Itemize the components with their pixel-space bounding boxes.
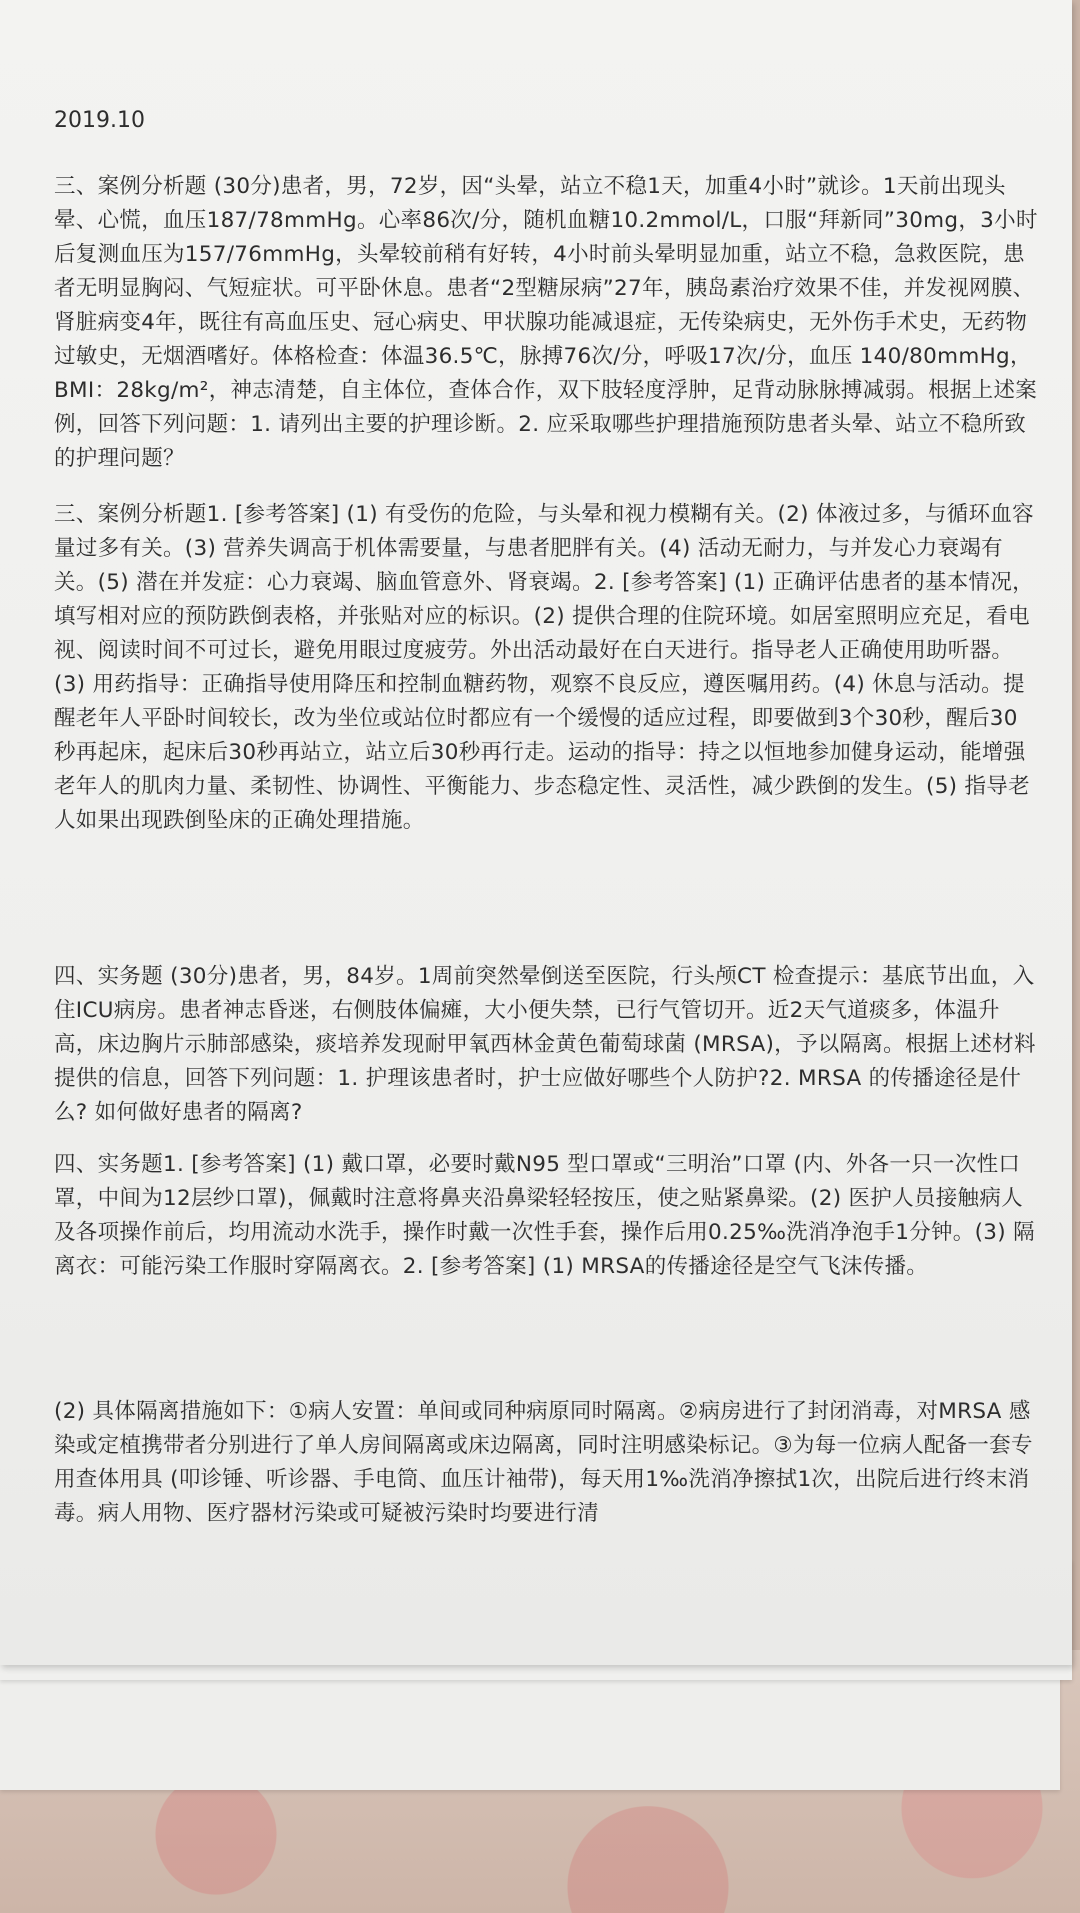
date-label: 2019.10 bbox=[54, 108, 145, 133]
answer-4-paragraph: 四、实务题1. [参考答案] (1) 戴口罩，必要时戴N95 型口罩或“三明治”口罩 (内、外各一只一次性口罩，中间为12层纱口罩)，佩戴时注意将鼻夹沿鼻梁轻轻按压，使之贴紧鼻梁。(2) 医护人员接触病人及各项操作前后，均用流动水洗手，操作时戴一次性手套，操作后用0.25‰洗消净泡手1分钟。(3) 隔离衣：可能污染工作服时穿隔离衣。2. [参考答案] (1) MRSA的传播途径是空气飞沫传播。 bbox=[54, 1152, 1035, 1279]
answer-3-paragraph: 三、案例分析题1. [参考答案] (1) 有受伤的危险，与头晕和视力模糊有关。(2) 体液过多，与循环血容量过多有关。(3) 营养失调高于机体需要量，与患者肥胖有关。(4) 活动无耐力，与并发心力衰竭有关。(5) 潜在并发症：心力衰竭、脑血管意外、肾衰竭。2. [参考答案] (1) 正确评估患者的基本情况，填写相对应的预防跌倒表格，并张贴对应的标识。(2) 提供合理的住院环境。如居室照明应充足，看电视、阅读时间不可过长，避免用眼过度疲劳。外出活动最好在白天进行。指导老人正确使用助听器。(3) 用药指导：正确指导使用降压和控制血糖药物，观察不良反应，遵医嘱用药。(4) 休息与活动。提醒老年人平卧时间较长，改为坐位或站位时都应有一个缓慢的适应过程，即要做到3个30秒，醒后30秒再起床，起床后30秒再站立，站立后30秒再行走。运动的指导：持之以恒地参加健身运动，能增强老年人的肌肉力量、柔韧性、协调性、平衡能力、步态稳定性、灵活性，减少跌倒的发生。(5) 指导老人如果出现跌倒坠床的正确处理措施。 bbox=[54, 502, 1034, 833]
question-4-paragraph: 四、实务题 (30分)患者，男，84岁。1周前突然晕倒送至医院，行头颅CT 检查提示：基底节出血，入住ICU病房。患者神志昏迷，右侧肢体偏瘫，大小便失禁，已行气管切开。近2天气道痰多，体温升高，床边胸片示肺部感染，痰培养发现耐甲氧西林金黄色葡萄球菌 (MRSA)，予以隔离。根据上述材料提供的信息，回答下列问题：1. 护理该患者时，护士应做好哪些个人防护?2. MRSA 的传播途径是什么? 如何做好患者的隔离? bbox=[54, 964, 1036, 1125]
answer-4-continued-paragraph: (2) 具体隔离措施如下：①病人安置：单间或同种病原同时隔离。②病房进行了封闭消毒，对MRSA 感染或定植携带者分别进行了单人房间隔离或床边隔离，同时注明感染标记。③为每一位病人配备一套专用查体用具 (叩诊锤、听诊器、手电筒、血压计袖带)，每天用1‰洗消净擦拭1次，出院后进行终末消毒。病人用物、医疗器材污染或可疑被污染时均要进行清 bbox=[54, 1399, 1033, 1526]
question-3-paragraph: 三、案例分析题 (30分)患者，男，72岁，因“头晕，站立不稳1天，加重4小时”就诊。1天前出现头晕、心慌，血压187/78mmHg。心率86次/分，随机血糖10.2mmol/L，口服“拜新同”30mg，3小时后复测血压为157/76mmHg，头晕较前稍有好转，4小时前头晕明显加重，站立不稳，急救医院，患者无明显胸闷、气短症状。可平卧休息。患者“2型糖尿病”27年，胰岛素治疗效果不佳，并发视网膜、肾脏病变4年，既往有高血压史、冠心病史、甲状腺功能减退症，无传染病史，无外伤手术史，无药物过敏史，无烟酒嗜好。体格检查：体温36.5℃，脉搏76次/分，呼吸17次/分，血压 140/80mmHg，BMI：28kg/m²，神志清楚，自主体位，查体合作，双下肢轻度浮肿，足背动脉脉搏减弱。根据上述案例，回答下列问题：1. 请列出主要的护理诊断。2. 应采取哪些护理措施预防患者头晕、站立不稳所致的护理问题？ bbox=[54, 174, 1038, 471]
